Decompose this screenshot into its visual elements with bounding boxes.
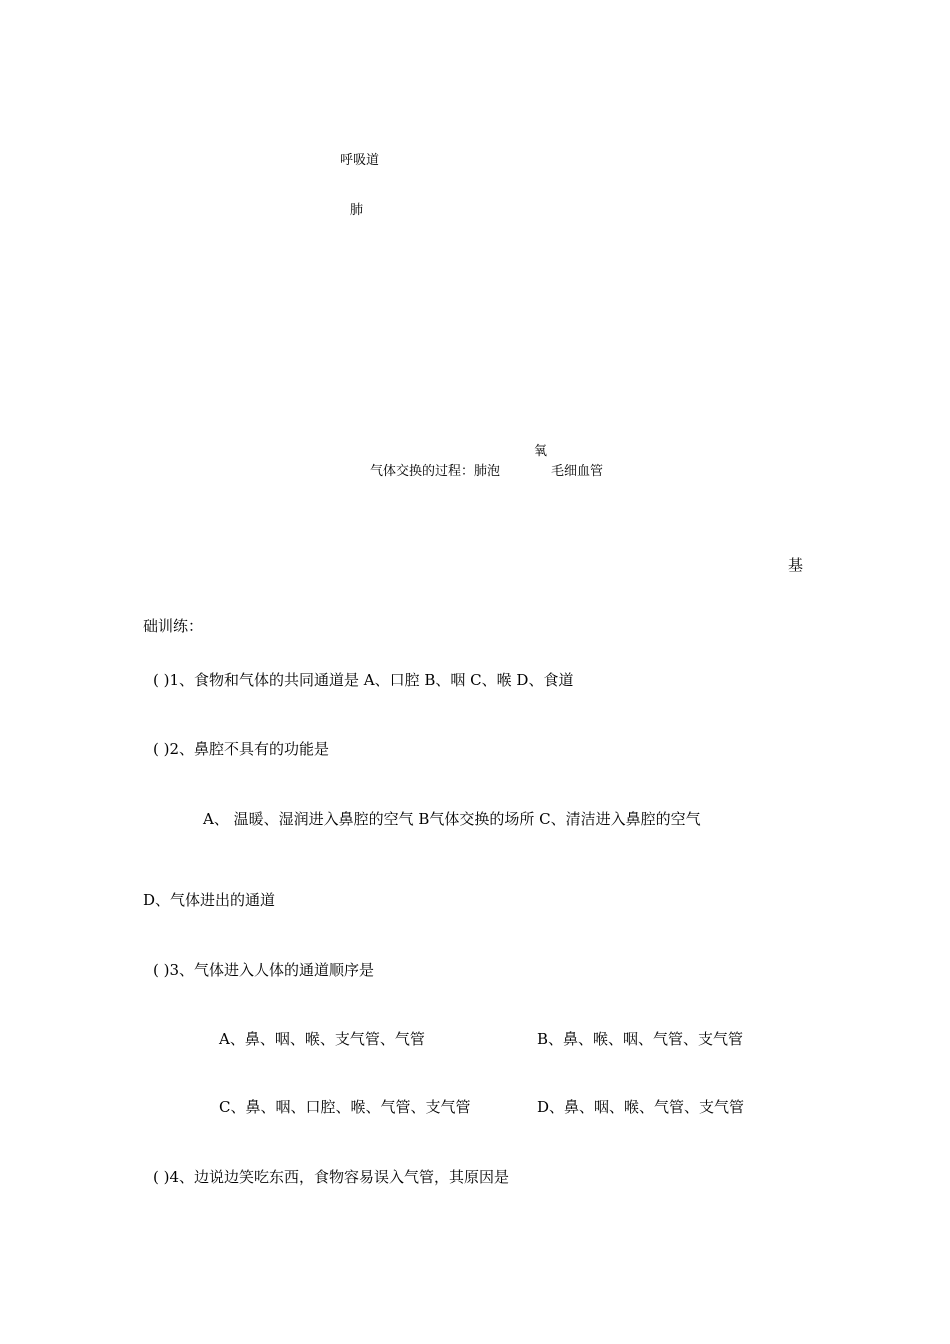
question-2-option-d: D、气体进出的通道 [143, 891, 276, 909]
section-title-part2: 础训练： [143, 617, 204, 635]
question-3-option-b: B、鼻、喉、咽、气管、支气管 [537, 1030, 744, 1048]
question-3-option-d: D、鼻、咽、喉、气管、支气管 [537, 1098, 745, 1116]
label-capillary: 毛细血管 [551, 464, 604, 479]
question-2-options: A、 温暖、湿润进入鼻腔的空气 B气体交换的场所 C、清洁进入鼻腔的空气 [203, 810, 701, 828]
question-3: ( )3、气体进入人体的通道顺序是 [153, 961, 375, 979]
question-2: ( )2、鼻腔不具有的功能是 [153, 740, 330, 758]
label-oxygen: 氧 [534, 444, 548, 459]
label-respiratory-tract: 呼吸道 [340, 153, 380, 168]
question-4: ( )4、边说边笑吃东西，食物容易误入气管，其原因是 [153, 1168, 510, 1186]
label-lung: 肺 [350, 203, 364, 218]
question-1: ( )1、食物和气体的共同通道是 A、口腔 B、咽 C、喉 D、食道 [153, 671, 574, 689]
section-title-part1: 基 [788, 556, 804, 574]
label-gas-exchange-process: 气体交换的过程：肺泡 [370, 464, 501, 479]
question-3-option-c: C、鼻、咽、口腔、喉、气管、支气管 [219, 1098, 471, 1116]
question-3-option-a: A、鼻、咽、喉、支气管、气管 [219, 1030, 425, 1048]
